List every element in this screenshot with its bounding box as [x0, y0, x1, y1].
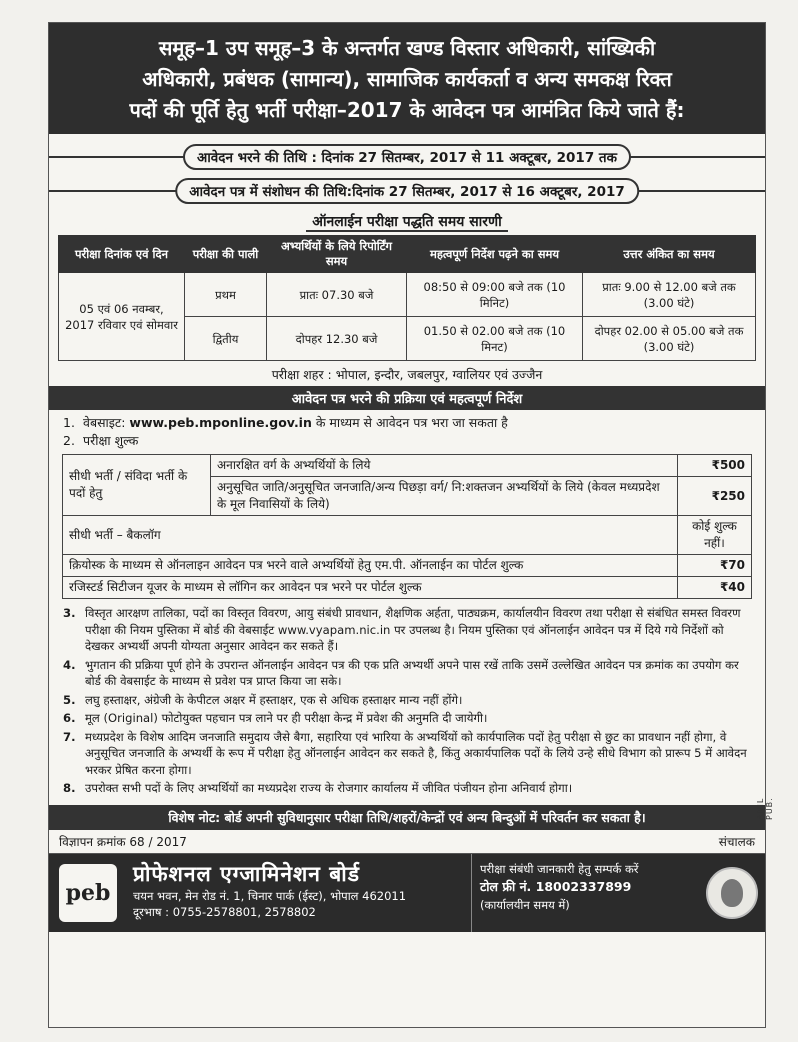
apply-date: आवेदन भरने की तिथि : दिनांक 27 सितम्बर, 2017 से 11 अक्टूबर, 2017 तक [183, 144, 631, 170]
notes-list [49, 599, 765, 801]
list-item: 2. परीक्षा शुल्क [63, 433, 139, 448]
col-instructions: महत्वपूर्ण निर्देश पढ़ने का समय [407, 236, 583, 273]
process-list [49, 410, 765, 452]
table-row [63, 555, 752, 577]
list-item: 7. मध्यप्रदेश के विशेष आदिम जनजाति समुदाय जैसे बैगा, सहारिया एवं भारिया के अभ्यर्थियों को कार्यपालिक पदों हेतु परीक्षा से छुट का प्रावधान नहीं होगा, वे अनुसूचित जनजाति के अभ्यर्थी के रूप में परीक्षा हेतु ऑनलाईन आवेदन कर सकते है, किंतु अकार्यपालिक पदों के लिये उन्हे सीधे विभाग को प्रारूप 5 में आवेदन भरकर प्रेषित करना होगा। [63, 729, 747, 777]
toll-free-number: टोल फ्री नं. 18002337899 [480, 878, 632, 894]
ad-number: विज्ञापन क्रमांक 68 / 2017 [59, 834, 187, 849]
table-row [59, 273, 756, 317]
citizen-fee: ₹40 [678, 577, 752, 599]
org-phone: दूरभाष : 0755-2578801, 2578802 [133, 904, 316, 919]
fee-table [62, 454, 752, 599]
portrait-seal [699, 854, 765, 932]
unreserved-fee: ₹500 [678, 455, 752, 477]
unreserved-label: अनारक्षित वर्ग के अभ्यर्थियों के लिये [211, 455, 678, 477]
logo-icon: peb [59, 864, 117, 922]
process-title: आवेदन पत्र भरने की प्रक्रिया एवं महत्वपूर्ण निर्देश [49, 386, 765, 410]
citizen-label: रजिस्टर्ड सिटीजन यूजर के माध्यम से लॉगिन कर आवेदन पत्र भरने पर पोर्टल शुल्क [63, 577, 678, 599]
org-address: चयन भवन, मेन रोड नं. 1, चिनार पार्क (ईस्ट), भोपाल 462011 [133, 888, 407, 903]
instructions-cell: 01.50 से 02.00 बजे तक (10 मिनट) [407, 317, 583, 361]
office-hours: (कार्यालयीन समय में) [480, 897, 570, 912]
list-item: 8. उपरोक्त सभी पदों के लिए अभ्यर्थियों का मध्यप्रदेश राज्य के रोजगार कार्यालय में जीवित पंजीयन होना अनिवार्य होगा। [63, 781, 573, 795]
contact-info [471, 854, 699, 932]
answer-cell: दोपहर 02.00 से 05.00 बजे तक (3.00 घंटे) [583, 317, 756, 361]
schedule-title: ऑनलाईन परीक्षा पद्धति समय सारणी [49, 208, 765, 233]
exam-cities: परीक्षा शहर : भोपाल, इन्दौर, जबलपुर, ग्वालियर एवं उज्जैन [271, 367, 543, 382]
list-item: 5. लघु हस्ताक्षर, अंग्रेजी के केपीटल अक्षर में हस्ताक्षर, एक से अधिक हस्ताक्षर मान्य नहीं होंगे। [63, 692, 463, 707]
table-row [63, 577, 752, 599]
apply-date-row [49, 140, 765, 174]
advertisement-page [48, 22, 766, 1028]
peb-logo [49, 854, 127, 932]
answer-cell: प्रातः 9.00 से 12.00 बजे तक (3.00 घंटे) [583, 273, 756, 317]
instructions-cell: 08:50 से 09:00 बजे तक (10 मिनिट) [407, 273, 583, 317]
reserved-label: अनुसूचित जाति/अनुसूचित जनजाति/अन्य पिछड़ा वर्ग/ नि:शक्तजन अभ्यर्थियों के लिये (केवल मध्यप्रदेश के मूल निवासियों के लिये) [211, 477, 678, 516]
edit-date-row [49, 174, 765, 208]
list-item: 1. वेबसाइट: www.peb.mponline.gov.in के माध्यम से आवेदन पत्र भरा जा सकता है [63, 415, 508, 430]
table-row [63, 455, 752, 477]
website-link[interactable]: www.peb.mponline.gov.in [129, 415, 312, 430]
direct-recruitment-label: सीधी भर्ती / संविदा भर्ती के पदों हेतु [63, 455, 211, 516]
schedule-table [58, 235, 756, 361]
col-exam-date: परीक्षा दिनांक एवं दिन [59, 236, 185, 273]
ad-number-row [49, 830, 765, 854]
list-item: 4. भुगतान की प्रक्रिया पूर्ण होने के उपरान्त ऑनलाईन आवेदन पत्र की एक प्रति अभ्यर्थी अपने पास रखें ताकि उसमें उल्लेखित आवेदन पत्र क्रमांक का उपयोग कर बोर्ड की वेबसाईट के माध्यम से प्रवेश पत्र प्राप्त किया जा सके। [63, 657, 739, 688]
reserved-fee: ₹250 [678, 477, 752, 516]
col-answer-time: उत्तर अंकित का समय [583, 236, 756, 273]
shift-cell: प्रथम [185, 273, 267, 317]
publisher-credit: ANIL PUB. [756, 797, 774, 820]
reporting-cell: प्रातः 07.30 बजे [267, 273, 407, 317]
org-name: प्रोफेशनल एग्जामिनेशन बोर्ड [133, 861, 360, 886]
reporting-cell: दोपहर 12.30 बजे [267, 317, 407, 361]
exam-date-cell: 05 एवं 06 नवम्बर, 2017 रविवार एवं सोमवार [59, 273, 185, 361]
header-line-2: अधिकारी, प्रबंधक (सामान्य), सामाजिक कार्यकर्ता व अन्य समकक्ष रिक्त [142, 67, 672, 91]
footer [49, 854, 765, 932]
portrait-icon [706, 867, 758, 919]
header-line-3: पदों की पूर्ति हेतु भर्ती परीक्षा–2017 के आवेदन पत्र आमंत्रित किये जाते हैं: [129, 98, 685, 122]
col-shift: परीक्षा की पाली [185, 236, 267, 273]
special-note: विशेष नोट: बोर्ड अपनी सुविधानुसार परीक्षा तिथि/शहरों/केन्द्रों एवं अन्य बिन्दुओं में परिवर्तन कर सकता है। [49, 805, 765, 830]
table-row [63, 516, 752, 555]
signatory: संचालक [718, 834, 755, 849]
header-line-1: समूह–1 उप समूह–3 के अन्तर्गत खण्ड विस्तार अधिकारी, सांख्यिकी [158, 36, 656, 60]
org-info [127, 854, 471, 932]
kiosk-label: क़ियोस्क के माध्यम से ऑनलाइन आवेदन पत्र भरने वाले अभ्यर्थियों हेतु एम.पी. ऑनलाईन का पोर्टल शुल्क [63, 555, 678, 577]
list-item: 6. मूल (Original) फोटोयुक्त पहचान पत्र लाने पर ही परीक्षा केन्द्र में प्रवेश की अनुमति दी जायेगी। [63, 711, 488, 725]
kiosk-fee: ₹70 [678, 555, 752, 577]
col-reporting: अभ्यर्थियों के लिये रिपोर्टिंग समय [267, 236, 407, 273]
contact-title: परीक्षा संबंधी जानकारी हेतु सम्पर्क करें [480, 861, 639, 876]
backlog-fee: कोई शुल्क नहीं। [678, 516, 752, 555]
shift-cell: द्वितीय [185, 317, 267, 361]
backlog-label: सीधी भर्ती – बैकलॉग [63, 516, 678, 555]
header-banner [49, 23, 765, 134]
edit-date: आवेदन पत्र में संशोधन की तिथि:दिनांक 27 सितम्बर, 2017 से 16 अक्टूबर, 2017 [175, 178, 639, 204]
list-item: 3. विस्तृत आरक्षण तालिका, पदों का विस्तृत विवरण, आयु संबंधी प्रावधान, शैक्षणिक अर्हता, पाठ्यक्रम, कार्यालयीन विवरण तथा परीक्षा से संबंधित समस्त विवरण परीक्षा की नियम पुस्तिका में बोर्ड की वेबसाईट www.vyapam.nic.in पर उपलब्ध है। नियम पुस्तिका एवं ऑनलाईन आवेदन पत्र में दिये गये निर्देशों को देखकर अभ्यर्थी अपनी योग्यता अनुसार आवेदन कर सकते हैं। [63, 606, 741, 653]
